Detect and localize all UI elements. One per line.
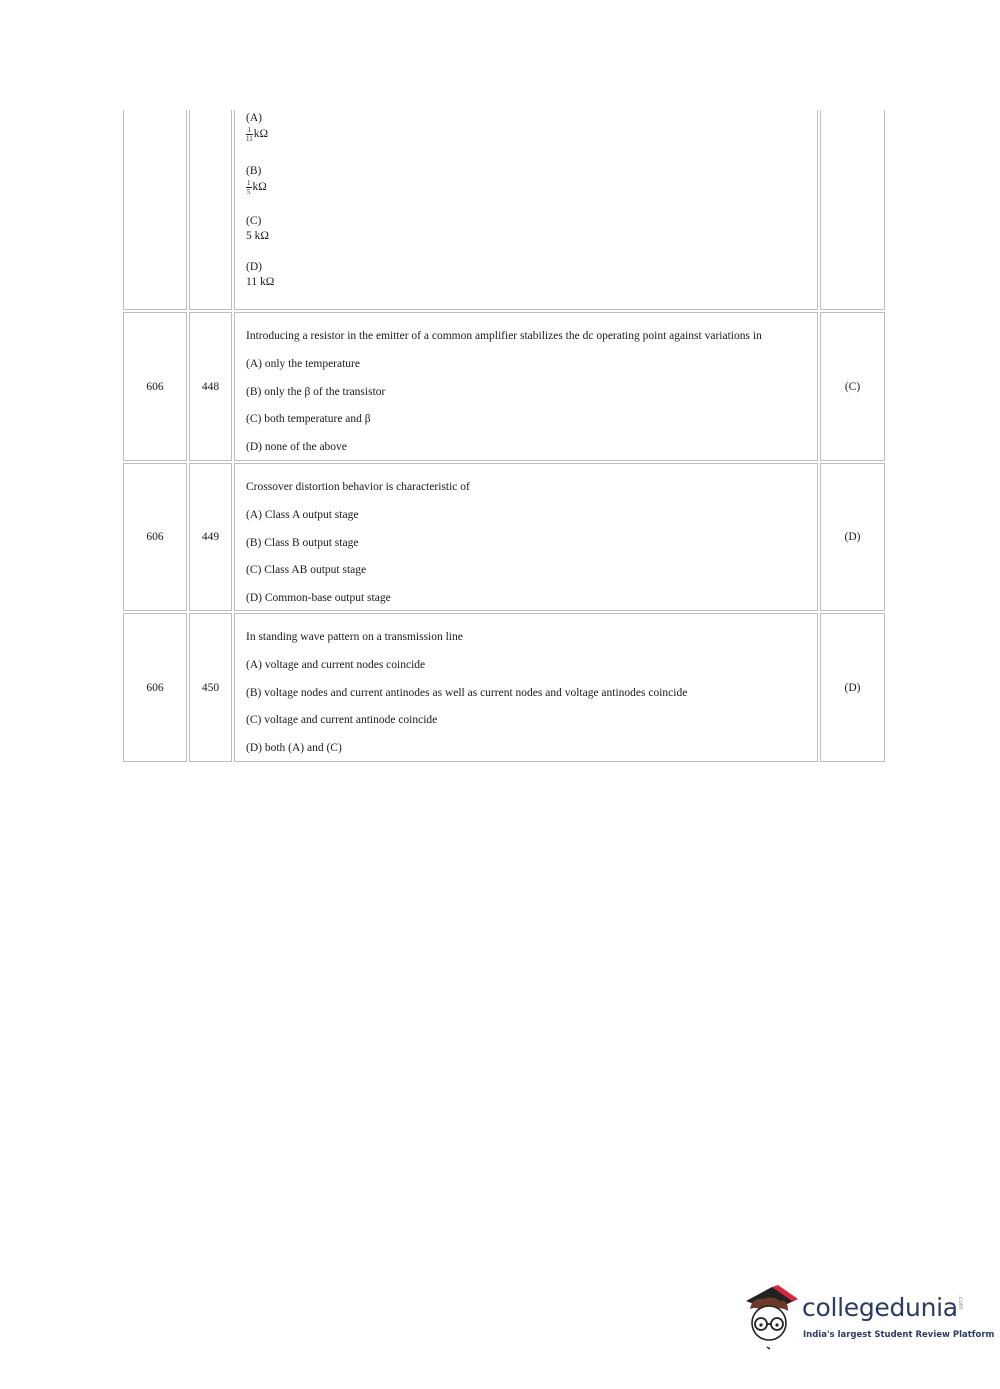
option-b: (B) voltage nodes and current antinodes as well as current nodes and voltage antinodes coincide bbox=[246, 686, 688, 699]
code-cell bbox=[123, 613, 187, 762]
code-text: 606 bbox=[146, 380, 164, 393]
question-cell bbox=[234, 463, 818, 611]
collegedunia-logo[interactable] bbox=[742, 1283, 995, 1353]
option-b bbox=[246, 164, 267, 196]
question-text: In standing wave pattern on a transmission line bbox=[246, 631, 463, 643]
option-unit: kΩ bbox=[252, 181, 267, 194]
code-cell bbox=[123, 312, 187, 461]
option-label: (C) bbox=[246, 215, 262, 227]
option-b: (B) only the β of the transistor bbox=[246, 385, 386, 398]
code-cell bbox=[123, 110, 187, 310]
question-block bbox=[246, 474, 811, 613]
option-a bbox=[246, 111, 268, 143]
logo-tagline: India's largest Student Review Platform bbox=[803, 1330, 995, 1340]
question-cell bbox=[234, 613, 818, 762]
option-a: (A) Class A output stage bbox=[246, 508, 359, 521]
answer-text: (D) bbox=[844, 681, 861, 694]
option-value: 11 kΩ bbox=[246, 276, 275, 288]
mascot-icon bbox=[742, 1283, 802, 1353]
logo-wordmark: collegedunia bbox=[802, 1293, 958, 1322]
answer-cell bbox=[820, 110, 885, 310]
option-label: (D) bbox=[246, 261, 262, 273]
option-unit: kΩ bbox=[253, 128, 269, 141]
option-value: 5 kΩ bbox=[246, 230, 269, 242]
option-label: (B) bbox=[246, 165, 262, 177]
option-d: (D) Common-base output stage bbox=[246, 592, 391, 605]
qno-text: 450 bbox=[201, 681, 220, 694]
question-cell bbox=[234, 312, 818, 461]
option-c: (C) Class AB output stage bbox=[246, 564, 367, 577]
table-row-continued bbox=[123, 110, 885, 310]
answer-text: (D) bbox=[844, 531, 861, 543]
option-a: (A) only the temperature bbox=[246, 357, 360, 370]
qno-cell bbox=[189, 110, 232, 310]
qno-cell bbox=[189, 463, 232, 611]
option-b: (B) Class B output stage bbox=[246, 536, 359, 549]
qno-cell bbox=[189, 312, 232, 461]
option-d: (D) both (A) and (C) bbox=[246, 742, 342, 755]
code-cell bbox=[123, 463, 187, 611]
answer-text: (C) bbox=[844, 380, 861, 393]
fraction: $\frac{1}{5}$ bbox=[247, 179, 251, 196]
qno-text: 449 bbox=[201, 531, 220, 543]
option-c: (C) both temperature and β bbox=[246, 413, 371, 426]
logo-suffix: .com bbox=[957, 1295, 964, 1310]
option-a: (A) voltage and current nodes coincide bbox=[246, 658, 426, 671]
code-text: 606 bbox=[146, 681, 164, 694]
question-text: Crossover distortion behavior is characteristic of bbox=[246, 481, 470, 493]
fraction: $\frac{1}{11}$ bbox=[246, 126, 253, 143]
question-block bbox=[246, 624, 811, 763]
answer-cell bbox=[820, 312, 885, 461]
option-label: (A) bbox=[246, 112, 262, 124]
option-c: (C) voltage and current antinode coincide bbox=[246, 714, 438, 727]
qno-text: 448 bbox=[201, 380, 220, 393]
question-block bbox=[246, 323, 811, 462]
table-row bbox=[123, 312, 885, 461]
question-cell bbox=[234, 110, 818, 310]
table-row bbox=[123, 613, 885, 762]
option-d bbox=[246, 260, 274, 290]
question-text: Introducing a resistor in the emitter of a common amplifier stabilizes the dc operating point against variations in bbox=[246, 330, 762, 342]
option-c bbox=[246, 214, 269, 244]
answer-cell bbox=[820, 463, 885, 611]
answer-cell bbox=[820, 613, 885, 762]
table-row bbox=[123, 463, 885, 611]
option-d: (D) none of the above bbox=[246, 441, 347, 454]
code-text: 606 bbox=[146, 531, 164, 543]
qno-cell bbox=[189, 613, 232, 762]
